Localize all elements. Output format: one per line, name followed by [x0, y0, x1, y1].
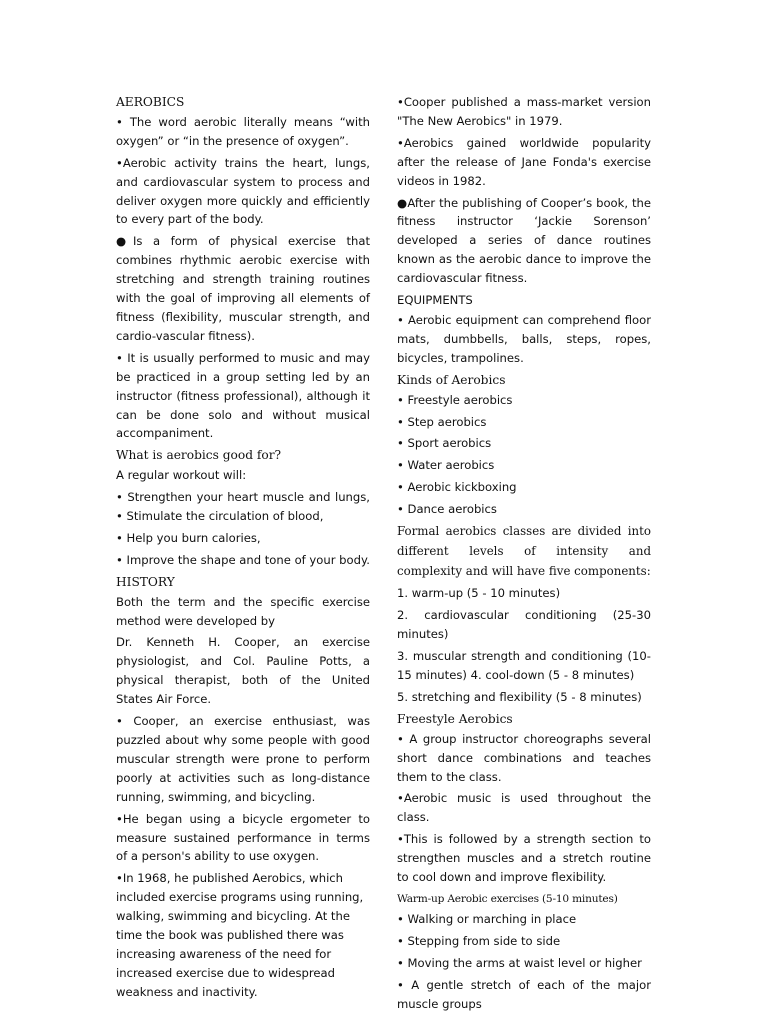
- history-paragraph-3: • Cooper, an exercise enthusiast, was puzzled about why some people with good muscular strength were prone to perform poorly at activities such as long-distance running, swimming, and bicycling.: [116, 714, 370, 804]
- equipments-paragraph: • Aerobic equipment can comprehend floor mats, dumbbells, balls, steps, ropes, bicycles, trampolines.: [397, 312, 651, 365]
- aerobics-paragraph-3: ●Is a form of physical exercise that combines rhythmic aerobic exercise with stretching and strength training routines with the goal of improving all elements of fitness (flexibility, muscular strength, and cardio-vascular fitness).: [116, 234, 370, 343]
- history-paragraph-1: Both the term and the specific exercise method were developed by: [116, 594, 370, 628]
- right-column: [397, 93, 651, 1016]
- warmup-item: • Walking or marching in place: [397, 911, 577, 926]
- warmup-item: • Moving the arms at waist level or higher: [397, 955, 642, 970]
- history-heading: HISTORY: [116, 574, 175, 589]
- good-for-item-1: • Strengthen your heart muscle and lungs, • Stimulate the circulation of blood,: [116, 490, 370, 524]
- component-item: 3. muscular strength and conditioning (10-15 minutes) 4. cool-down (5 - 8 minutes): [397, 649, 651, 683]
- aerobics-paragraph-2: •Aerobic activity trains the heart, lungs, and cardiovascular system to process and deliver oxygen more quickly and efficiently to every part of the body.: [116, 155, 370, 227]
- equipments-heading: EQUIPMENTS: [397, 293, 473, 308]
- freestyle-heading: Freestyle Aerobics: [397, 711, 513, 726]
- good-for-item-3: • Improve the shape and tone of your body.: [116, 552, 370, 567]
- freestyle-paragraph-1: • A group instructor choreographs several short dance combinations and teaches them to the class.: [397, 731, 651, 784]
- history-paragraph-4: •He began using a bicycle ergometer to measure sustained performance in terms of a person's ability to use oxygen.: [116, 811, 370, 864]
- good-for-intro: A regular workout will:: [116, 468, 247, 483]
- kinds-item: • Water aerobics: [397, 458, 495, 473]
- kinds-item: • Step aerobics: [397, 414, 487, 429]
- freestyle-paragraph-3: •This is followed by a strength section to strengthen muscles and a stretch routine to cool down and improve flexibility.: [397, 832, 651, 885]
- history-paragraph-7: •Aerobics gained worldwide popularity after the release of Jane Fonda's exercise videos in 1982.: [397, 135, 651, 188]
- history-paragraph-8: ●After the publishing of Cooper’s book, the fitness instructor ‘Jackie Sorenson’ developed a series of dance routines known as the aerobic dance to improve the cardiovascular fitness.: [397, 195, 651, 286]
- kinds-item: • Aerobic kickboxing: [397, 480, 517, 495]
- formal-classes-paragraph: Formal aerobics classes are divided into different levels of intensity and complexity and will have five components:: [397, 524, 651, 578]
- kinds-item: • Dance aerobics: [397, 502, 497, 517]
- kinds-item: • Sport aerobics: [397, 436, 492, 451]
- history-paragraph-6: •Cooper published a mass-market version "The New Aerobics" in 1979.: [397, 95, 651, 128]
- aerobics-paragraph-1: • The word aerobic literally means “with oxygen” or “in the presence of oxygen”.: [116, 114, 370, 148]
- component-item: 5. stretching and flexibility (5 - 8 minutes): [397, 689, 642, 704]
- component-item: 2. cardiovascular conditioning (25-30 minutes): [397, 608, 651, 642]
- component-item: 1. warm-up (5 - 10 minutes): [397, 586, 561, 601]
- freestyle-paragraph-2: •Aerobic music is used throughout the class.: [397, 791, 651, 825]
- warmup-heading: Warm-up Aerobic exercises (5-10 minutes): [397, 893, 618, 906]
- aerobics-heading: AEROBICS: [116, 95, 185, 109]
- kinds-heading: Kinds of Aerobics: [397, 372, 506, 387]
- good-for-heading: What is aerobics good for?: [116, 448, 282, 463]
- kinds-item: • Freestyle aerobics: [397, 392, 513, 407]
- history-paragraph-5: •In 1968, he published Aerobics, which included exercise programs using running, walking, swimming and bicycling. At the time the book was published there was increasing awareness of the need for increased exercise due to widespread weakness and inactivity.: [116, 871, 364, 999]
- history-paragraph-2: Dr. Kenneth H. Cooper, an exercise physiologist, and Col. Pauline Potts, a physical therapist, both of the United States Air Force.: [116, 635, 370, 707]
- good-for-item-2: • Help you burn calories,: [116, 530, 261, 545]
- warmup-item: • A gentle stretch of each of the major muscle groups: [397, 977, 651, 1011]
- aerobics-paragraph-4: • It is usually performed to music and may be practiced in a group setting led by an instructor (fitness professional), although it can be done solo and without musical accompaniment.: [116, 350, 370, 441]
- left-column: [116, 93, 370, 1005]
- warmup-item: • Stepping from side to side: [397, 933, 561, 948]
